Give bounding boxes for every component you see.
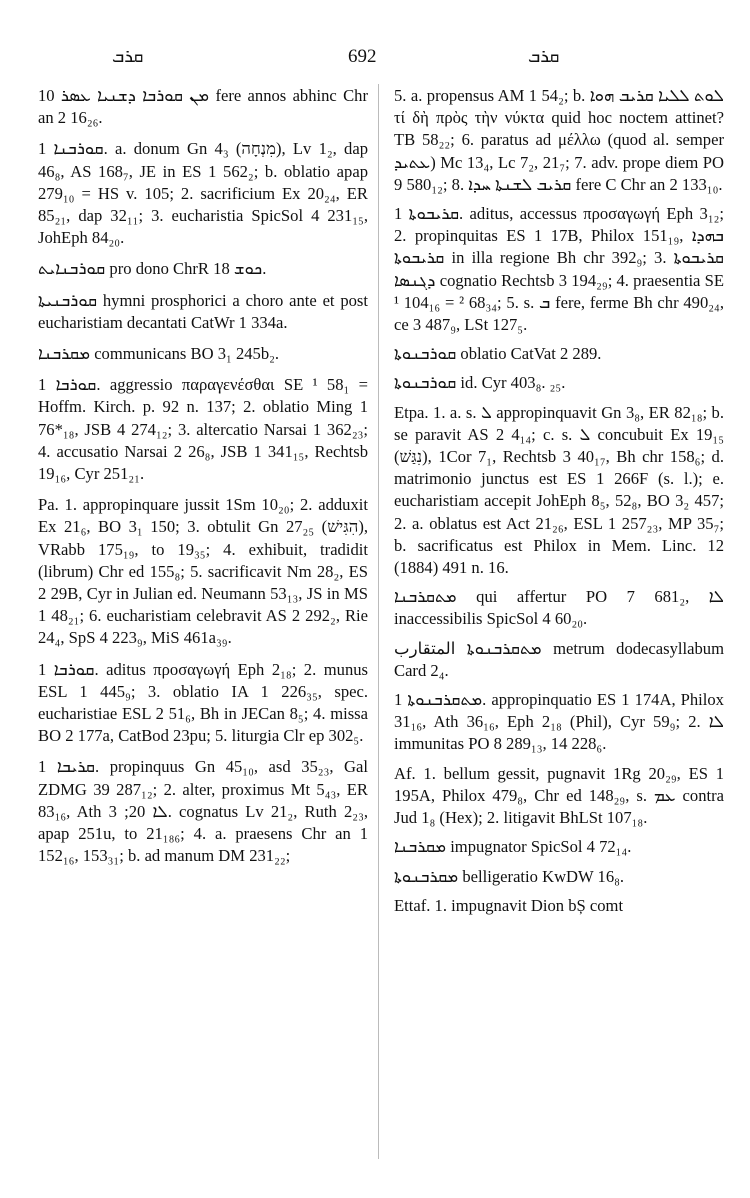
- dictionary-entry: ܩܘܪܒܢܐܝܬ pro dono ChrR ܟܘܫ 18.: [38, 259, 267, 279]
- dictionary-entry: ܩܘܪܒܐ 1. aggressio παραγενέσθαι SE ¹ 58₁ = Hoffm. Kirch. p. 92 n. 137; 2. oblatio Ming 1 76*₁₈, JSB 4 274₁₂; 3. altercatio Narsai 1 362₂₃; 4. accusatio Narsai 2 26₈, JSB 1 341₁₅, Rechtsb 19₁₆, Cyr 251₂₁.: [38, 375, 369, 484]
- dictionary-entry: Af. 1. bellum gessit, pugnavit 1Rg 20₂₉, ES 1 195A, Philox 479₈, Chr ed 148₂₉, s. ܥܡ contra Jud 1₈ (Hex); 2. litigavit BhLSt 107₁₈.: [394, 763, 724, 828]
- page-header: [0, 46, 750, 76]
- dictionary-entry: ܡܢ ܩܘܪܒܐ ܕܫܢܝܐ ܥܣܪ 10 fere annos abhinc Chr an 2 16₂₆.: [38, 86, 368, 128]
- column-divider: [378, 84, 379, 1159]
- dictionary-entry: ܡܬܩܪܒܢܘܬܐ 1. appropinquatio ES 1 174A, Philox 31₁₆, Ath 36₁₆, Eph 2₁₈ (Phil), Cyr 59₉; 2. ܠܐ immunitas PO 8 289₁₃, 14 228₆.: [394, 690, 724, 754]
- left-column: [38, 85, 368, 877]
- page-number: 692: [348, 46, 377, 67]
- dictionary-entry: ܩܘܪܒܢܐ 1. a. donum Gn 4₃ (מִנְחָה), Lv 1₂, dap 46₈, AS 168₇, JE in ES 1 562₂; b. oblatio apap 279₁₀ = HS v. 105; 2. sacrificium Ex 20₂₄, ER 85₂₁, dap 32₁₁; 3. eucharistia SpicSol 4 231₁₅, JohEph 84₂₀.: [38, 139, 368, 248]
- dictionary-entry: 5. a. propensus AM 1 54₂; b. ܠܘܬ ܠܠܝܐ ܩܪܝܒ ܗܘܐ τί δὴ πρὸς τὴν νύκτα quid hoc noctem attinet? TB 58₂₂; 6. paratus ad μέλλω (quod al. semper ܥܬܝܕ) Mc 13₄, Lc 7₂, 21₇; 7. adv. prope diem PO 9 580₁₂; 8. ܩܪܝܒ ܠܫܢܬܐ ܚܕܐ fere C Chr an 2 133₁₀.: [394, 86, 724, 194]
- dictionary-entry: ܡܩܪܒܢܐ communicans BO 3₁ 245b₂.: [38, 344, 280, 364]
- dictionary-entry: ܡܬܩܪܒܢܐ qui affertur PO 7 681₂, ܠܐ inaccessibilis SpicSol 4 60₂₀.: [394, 587, 724, 629]
- dictionary-entry: ܩܪܝܒܐ 1. propinquus Gn 45₁₀, asd 35₂₃, Gal ZDMG 39 287₁₂; 2. alter, proximus Mt 5₄₃, ER 83₁₆, Ath ܠܐ 20; 3. cognatus Lv 21₂, Ruth 2₂₃, apap 251u, to 21₁₈₆; 4. a. praesens Chr an 1 152₁₆, 153₃₁; b. ad manum DM 231₂₂;: [38, 757, 369, 866]
- dictionary-entry: ܡܩܪܒܢܘܬܐ belligeratio KwDW 16₈.: [394, 866, 625, 886]
- dictionary-entry: Pa. 1. appropinquare jussit 1Sm 10₂₀; 2. adduxit Ex 21₆, BO 3₁ 150; 3. obtulit Gn 27₂₅ (הִגִּישׁ), VRabb 175₁₉, to 19₃₅; 4. exhibuit, tradidit (librum) Chr ed 155₈; 5. sacrificavit Nm 28₂, ES 2 29B, Cyr in Julian ed. Neumann 53₁₃, JS in MS 1 48₂₁; 6. eucharistiam celebravit AS 2 292₂, Rie 24₄, SpS 4 223₉, MiS 461a₃₉.: [38, 495, 368, 648]
- running-head-left: ܩܪܒ: [112, 46, 144, 66]
- dictionary-entry: ܩܪܝܒܘܬܐ 1. aditus, accessus προσαγωγή Eph 3₁₂; 2. propinquitas ES 1 17B, Philox 151₁₉, ܒܗܕܐ ܩܪܝܒܘܬܐ in illa regione Bh chr 392₉; 3. ܩܪܝܒܘܬܐ ܕܓܢܣܐ cognatio Rechtsb 3 194₂₉; 4. praesentia SE ¹ 104₁₆ = ² 68₃₄; 5. s. ܒ fere, ferme Bh chr 490₂₄, ce 3 487₉, LSt 127₅.: [394, 204, 725, 335]
- right-column: [394, 85, 724, 924]
- dictionary-entry: Etpa. 1. a. s. ܠ appropinquavit Gn 3₈, ER 82₁₈; b. se paravit AS 2 4₁₄; c. s. ܠ concubuit Ex 19₁₅ (נִגַּשׁ), 1Cor 7₁, Rechtsb 3 40₁₇, Bh chr 158₆; d. matrimonio junctus est ES 1 266F (s. l.); e. eucharistiam accepit JohEph 8₅, 52₈, BO 3₂ 457; 2. a. oblatus est Act 21₂₆, ESL 1 257₂₃, MP 35₇; b. sacrificatus est Philox in Mem. Linc. 12 (1884) 491 n. 16.: [394, 402, 724, 578]
- dictionary-entry: ܩܘܪܒܢܝܬܐ hymni prosphorici a choro ante et post eucharistiam decantati CatWr 1 334a.: [38, 290, 368, 332]
- running-head-right: ܩܪܒ: [528, 46, 560, 66]
- dictionary-entry: ܩܘܪܒܐ 1. aditus προσαγωγή Eph 2₁₈; 2. munus ESL 1 445₉; 3. oblatio IA 1 226₃₅, spec. eucharistiae ESL 2 51₆, Bh in JECan 8₅; 4. missa BO 2 177a, CatBod 23pu; 5. liturgia Clr ep 302₅.: [38, 659, 368, 746]
- dictionary-entry: ܩܘܪܒܢܘܬܐ oblatio CatVat 2 289.: [394, 344, 602, 364]
- dictionary-entry: ܡܬܩܪܒܢܘܬܐ المتقارب metrum dodecasyllabum Card 2₄.: [394, 638, 724, 680]
- dictionary-entry: ܩܘܪܒܢܘܬܐ id. Cyr 403₈. ₂₅.: [394, 373, 566, 393]
- dictionary-entry: Ettaf. 1. impugnavit Dion bȘ comt: [394, 895, 624, 915]
- dictionary-entry: ܡܩܪܒܢܐ impugnator SpicSol 4 72₁₄.: [394, 837, 632, 857]
